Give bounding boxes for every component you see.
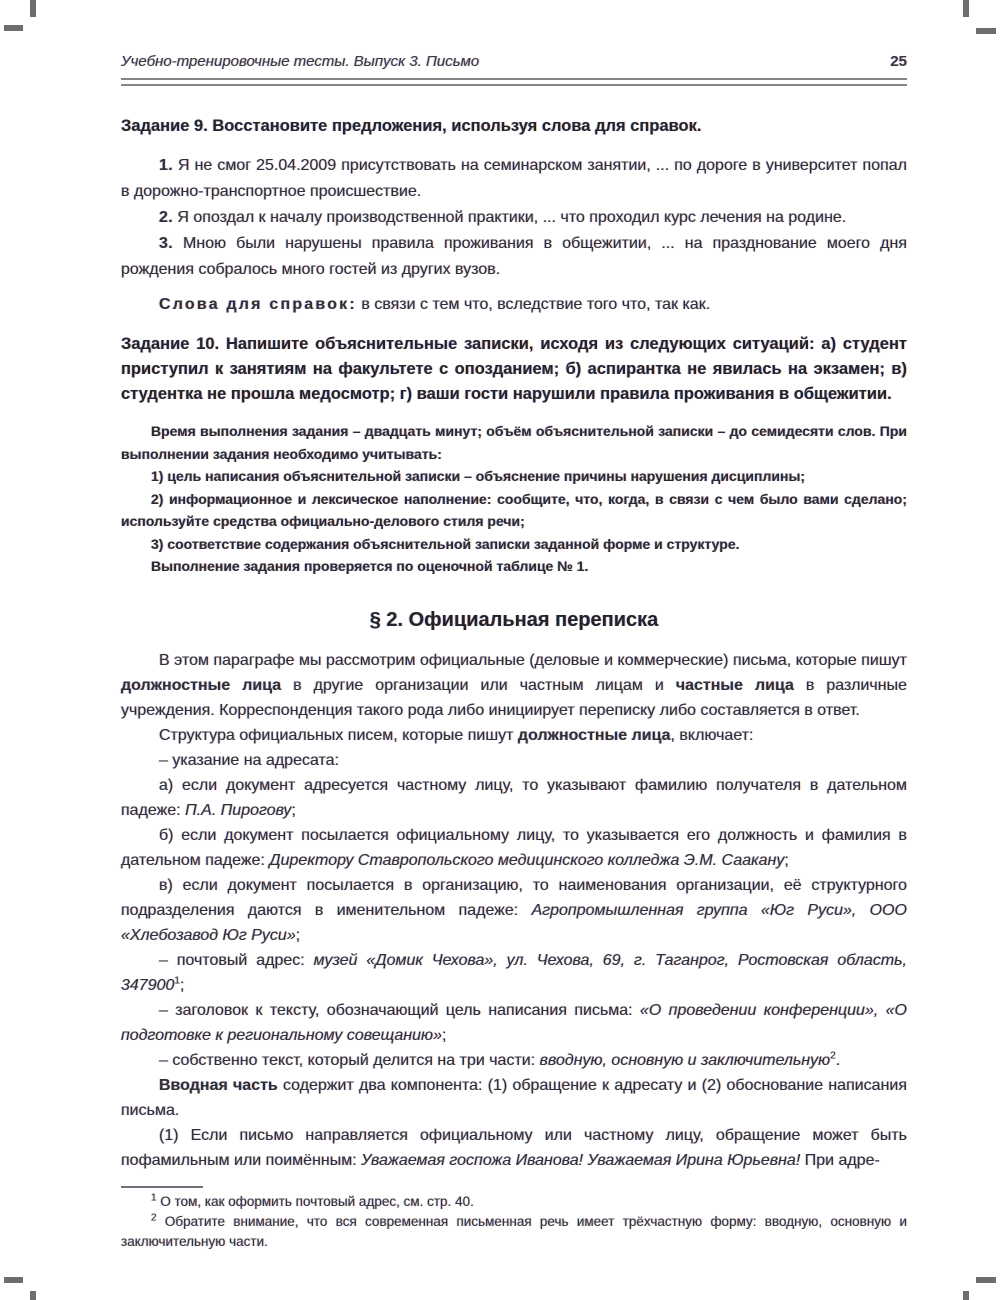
page-number: 25 — [890, 53, 907, 70]
body-paragraph-11: (1) Если письмо направляется официальному или частному лицу, обращение может быть пофамильным или поимённым: Уважаемая госпожа Иванова! Уважаемая Ирина Юрьевна! При адре- — [121, 1126, 907, 1169]
task9-heading: Задание 9. Восстановите предложения, используя слова для справок. — [121, 117, 702, 135]
section-heading: § 2. Официальная переписка — [369, 608, 659, 631]
note-line-2: 1) цель написания объяснительной записки – объяснение причины нарушения дисциплины; — [151, 468, 806, 484]
task10-heading: Задание 10. Напишите объяснительные записки, исходя из следующих ситуаций: а) студент приступил к занятиям на факультете с опозданием; б) аспирантка не явилась на экзамен; в) студентка не прошла медосмотр; г) ваши гости нарушили правила проживания в общежитии. — [121, 335, 907, 403]
page-content — [121, 52, 907, 1252]
note-line-1: Время выполнения задания – двадцать минут; объём объяснительной записки – до семидесяти слов. При выполнении задания необходимо учитывать: — [121, 423, 907, 462]
body-paragraph-4: а) если документ адресуется частному лицу, то указывают фамилию получателя в дательном падеже: П.А. Пирогову; — [121, 776, 907, 819]
note-line-4: 3) соответствие содержания объяснительной записки заданной форме и структуре. — [151, 535, 740, 552]
crop-mark-bottom-right-horizontal — [976, 1277, 996, 1283]
body-paragraph-3: – указание на адресата: — [159, 751, 340, 769]
body-paragraph-5: б) если документ посылается официальному лицу, то указывается его должность и фамилия в дательном падеже: Директору Ставропольского медицинского колледжа Э.М. Саакану; — [121, 826, 907, 869]
body-paragraph-6: в) если документ посылается в организацию, то наименования организации, её структурного подразделения даются в именительном падеже: Агропромышленная группа «Юг Руси», ООО «Хлебозавод Юг Руси»; — [121, 876, 908, 944]
note-line-5: Выполнение задания проверяется по оценочной таблице № 1. — [151, 558, 589, 574]
body-paragraph-1: В этом параграфе мы рассмотрим официальные (деловые и коммерческие) письма, которые пишут должностные лица в другие организации или частным лицам и частные лица в различные учреждения. Корреспонденция такого рода либо инициирует переписку либо составляется в ответ. — [121, 651, 907, 719]
header-rule — [121, 78, 907, 86]
crop-mark-bottom-right-vertical — [963, 1291, 969, 1300]
running-header — [121, 52, 907, 71]
note-line-3: 2) информационное и лексическое наполнение: сообщите, что, когда, в связи с чем было вами сделано; используйте средства официально-делового стиля речи; — [121, 490, 907, 529]
crop-mark-bottom-left-vertical — [30, 1291, 36, 1300]
footnote-rule — [121, 1186, 203, 1188]
body-paragraph-9: – собственно текст, который делится на три части: вводную, основную и заключительную$^2$. — [159, 1050, 841, 1069]
crop-mark-bottom-left-horizontal — [4, 1277, 23, 1283]
footnote-2: $^2$ Обратите внимание, что вся современная письменная речь имеет трёхчастную форму: вводную, основную и заключительную части. — [121, 1212, 907, 1249]
task9-item-1: 1. Я не смог 25.04.2009 присутствовать на семинарском занятии, ... по дороге в университет попал в дорожно-транспортное происшествие. — [121, 157, 907, 200]
body-paragraph-7: – почтовый адрес: музей «Домик Чехова», ул. Чехова, 69, г. Таганрог, Ростовская область, 347900$^1$; — [121, 951, 907, 994]
crop-mark-top-right-horizontal — [976, 28, 996, 34]
task9-item-2: 2. Я опоздал к началу производственной практики, ... что проходил курс лечения на родине. — [159, 209, 847, 226]
task9-item-3: 3. Мною были нарушены правила проживания в общежитии, ... на празднование моего дня рождения собралось много гостей из других вузов. — [121, 235, 907, 278]
running-title: Учебно-тренировочные тесты. Выпуск 3. Письмо — [121, 53, 480, 70]
section-body — [121, 648, 907, 1173]
crop-mark-top-right-vertical — [963, 0, 969, 17]
crop-mark-top-left-vertical — [30, 0, 36, 17]
task9-hint: Слова для справок: в связи с тем что, вследствие того что, так как. — [159, 296, 711, 313]
crop-mark-top-left-horizontal — [4, 25, 23, 31]
body-paragraph-8: – заголовок к тексту, обозначающий цель написания письма: «О проведении конференции», «О подготовке к региональному совещанию»; — [121, 1001, 908, 1044]
body-paragraph-2: Структура официальных писем, которые пишут должностные лица, включает: — [159, 726, 754, 744]
task10-notes — [121, 420, 907, 578]
body-paragraph-10: Вводная часть содержит два компонента: (1) обращение к адресату и (2) обоснование написания письма. — [121, 1076, 908, 1119]
footnote-1: $^1$ О том, как оформить почтовый адрес, см. стр. 40. — [151, 1192, 474, 1209]
task9-items — [121, 153, 907, 283]
